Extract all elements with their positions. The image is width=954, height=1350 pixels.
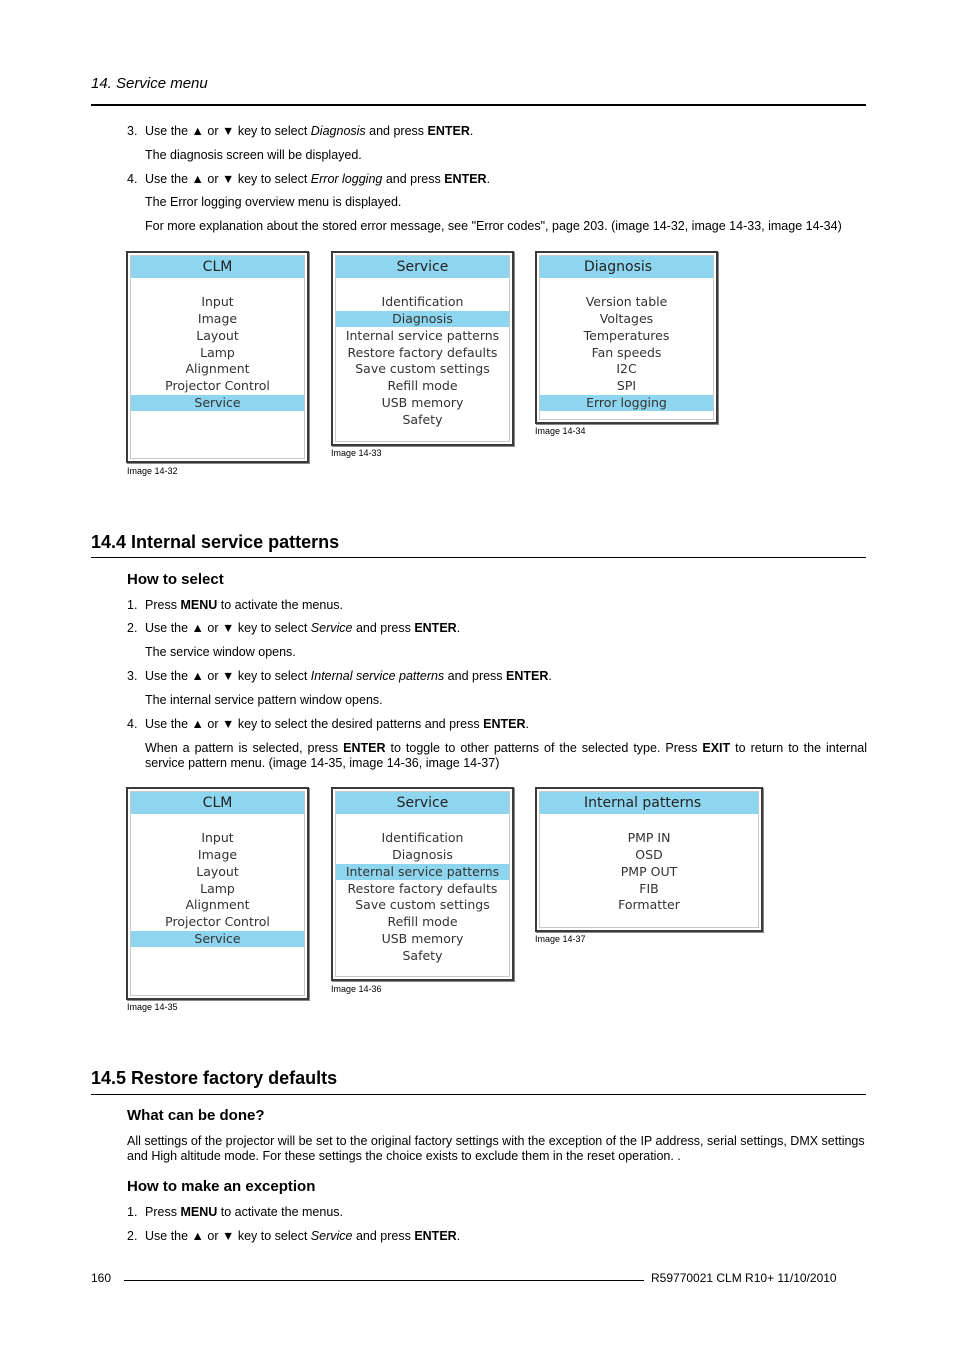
- step-3-diagnosis: 3. Use the ▲ or ▼ key to select Diagnosis and press ENTER.: [127, 124, 474, 138]
- service-menu-image: [331, 787, 514, 981]
- menu-item: Image: [197, 846, 238, 862]
- menu-item: Service: [131, 931, 304, 947]
- menu-item: Lamp: [200, 344, 235, 360]
- page-number: 160: [91, 1271, 112, 1285]
- menu-item: Fan speeds: [591, 344, 662, 360]
- menu-item: Refill mode: [387, 914, 458, 930]
- clm-menu-image: [126, 787, 309, 1000]
- menu-item: Projector Control: [165, 378, 270, 394]
- section-heading-14-4: 14.4 Internal service patterns: [91, 532, 340, 552]
- menu-title: Service: [336, 792, 509, 814]
- image-caption: Image 14-32: [127, 466, 178, 476]
- menu-item: Layout: [196, 863, 239, 879]
- pattern-window-note: The internal service pattern window opens.: [145, 693, 383, 707]
- section-heading-14-5: 14.5 Restore factory defaults: [91, 1068, 338, 1088]
- menu-item: Diagnosis: [392, 846, 453, 862]
- menu-item: Restore factory defaults: [347, 880, 498, 896]
- service-opens-note: The service window opens.: [145, 645, 296, 659]
- subheading-exception: How to make an exception: [127, 1178, 316, 1195]
- menu-item: Refill mode: [387, 378, 458, 394]
- service-menu-image: [331, 251, 514, 446]
- s4-step-2: 2. Use the ▲ or ▼ key to select Service and press ENTER.: [127, 621, 461, 635]
- menu-title: CLM: [131, 256, 304, 278]
- more-explanation-note: For more explanation about the stored error message, see "Error codes", page 203. (image 14-32, image 14-33, image 14-34): [145, 219, 842, 233]
- menu-item: Image: [197, 310, 238, 326]
- image-caption: Image 14-35: [127, 1002, 178, 1012]
- menu-item: PMP OUT: [620, 863, 678, 879]
- menu-item: Input: [201, 294, 234, 309]
- menu-item: FIB: [639, 880, 659, 896]
- menu-item: Alignment: [185, 897, 250, 913]
- menu-item: Identification: [381, 830, 464, 845]
- menu-item: Identification: [381, 294, 464, 309]
- document-id: R59770021 CLM R10+ 11/10/2010: [651, 1271, 837, 1285]
- running-header: 14. Service menu: [91, 75, 208, 92]
- restore-defaults-paragraph: All settings of the projector will be set to the original factory settings with the exception of the IP address, serial settings, DMX settings and High altitude mode. For these settings the choice exists to exclude them in the reset operation. .: [127, 1134, 865, 1163]
- menu-item: PMP IN: [627, 830, 671, 845]
- header-rule: [91, 104, 866, 106]
- menu-item: Service: [131, 395, 304, 411]
- clm-menu-image: [126, 251, 309, 463]
- error-overview-note: The Error logging overview menu is displayed.: [145, 195, 402, 209]
- menu-item: Formatter: [618, 897, 680, 913]
- menu-item: Projector Control: [165, 914, 270, 930]
- image-caption: Image 14-37: [535, 934, 586, 944]
- menu-item: Restore factory defaults: [347, 344, 498, 360]
- menu-item: Save custom settings: [355, 361, 490, 377]
- s4-step-3: 3. Use the ▲ or ▼ key to select Internal service patterns and press ENTER.: [127, 669, 552, 683]
- menu-item: I2C: [616, 361, 637, 377]
- menu-item: Internal service patterns: [345, 327, 500, 343]
- pattern-toggle-note: When a pattern is selected, press ENTER to toggle to other patterns of the selected type. Press EXIT to return to the internal service pattern menu. (image 14-35, image 14-36, image 14-37): [145, 741, 868, 770]
- menu-item: Input: [201, 830, 234, 845]
- internal-patterns-menu-image: [535, 787, 763, 932]
- step-4-error-logging: 4. Use the ▲ or ▼ key to select Error logging and press ENTER.: [127, 172, 491, 186]
- menu-item: Diagnosis: [336, 311, 509, 327]
- menu-item: Alignment: [185, 361, 250, 377]
- s4-step-4: 4. Use the ▲ or ▼ key to select the desired patterns and press ENTER.: [127, 717, 529, 731]
- menu-item: Layout: [196, 327, 239, 343]
- menu-title: Service: [336, 256, 509, 278]
- section-rule: [91, 557, 866, 558]
- subheading-what-can-be-done: What can be done?: [127, 1107, 265, 1124]
- diagnosis-note: The diagnosis screen will be displayed.: [145, 148, 362, 162]
- menu-item: USB memory: [381, 931, 464, 947]
- menu-item: SPI: [616, 378, 637, 394]
- menu-item: Error logging: [540, 395, 713, 411]
- menu-item: Safety: [402, 411, 443, 427]
- menu-item: OSD: [635, 846, 663, 862]
- menu-item: Lamp: [200, 880, 235, 896]
- menu-item: Voltages: [599, 310, 654, 326]
- diagnosis-menu-image: [535, 251, 718, 424]
- image-caption: Image 14-33: [331, 448, 382, 458]
- s5-step-2: 2. Use the ▲ or ▼ key to select Service and press ENTER.: [127, 1229, 461, 1243]
- image-caption: Image 14-36: [331, 984, 382, 994]
- menu-title: Internal patterns: [540, 792, 758, 814]
- s5-step-1: 1. Press MENU to activate the menus.: [127, 1205, 344, 1219]
- subheading-how-to-select: How to select: [127, 571, 224, 588]
- menu-title: CLM: [131, 792, 304, 814]
- menu-item: Temperatures: [583, 327, 670, 343]
- menu-item: Save custom settings: [355, 897, 490, 913]
- menu-item: USB memory: [381, 395, 464, 411]
- footer-rule: [124, 1280, 644, 1281]
- s4-step-1: 1. Press MENU to activate the menus.: [127, 598, 344, 612]
- section-rule: [91, 1094, 866, 1095]
- image-caption: Image 14-34: [535, 426, 586, 436]
- menu-item: Internal service patterns: [336, 864, 509, 880]
- menu-item: Safety: [402, 947, 443, 963]
- menu-title: Diagnosis: [540, 256, 713, 278]
- menu-item: Version table: [585, 294, 668, 309]
